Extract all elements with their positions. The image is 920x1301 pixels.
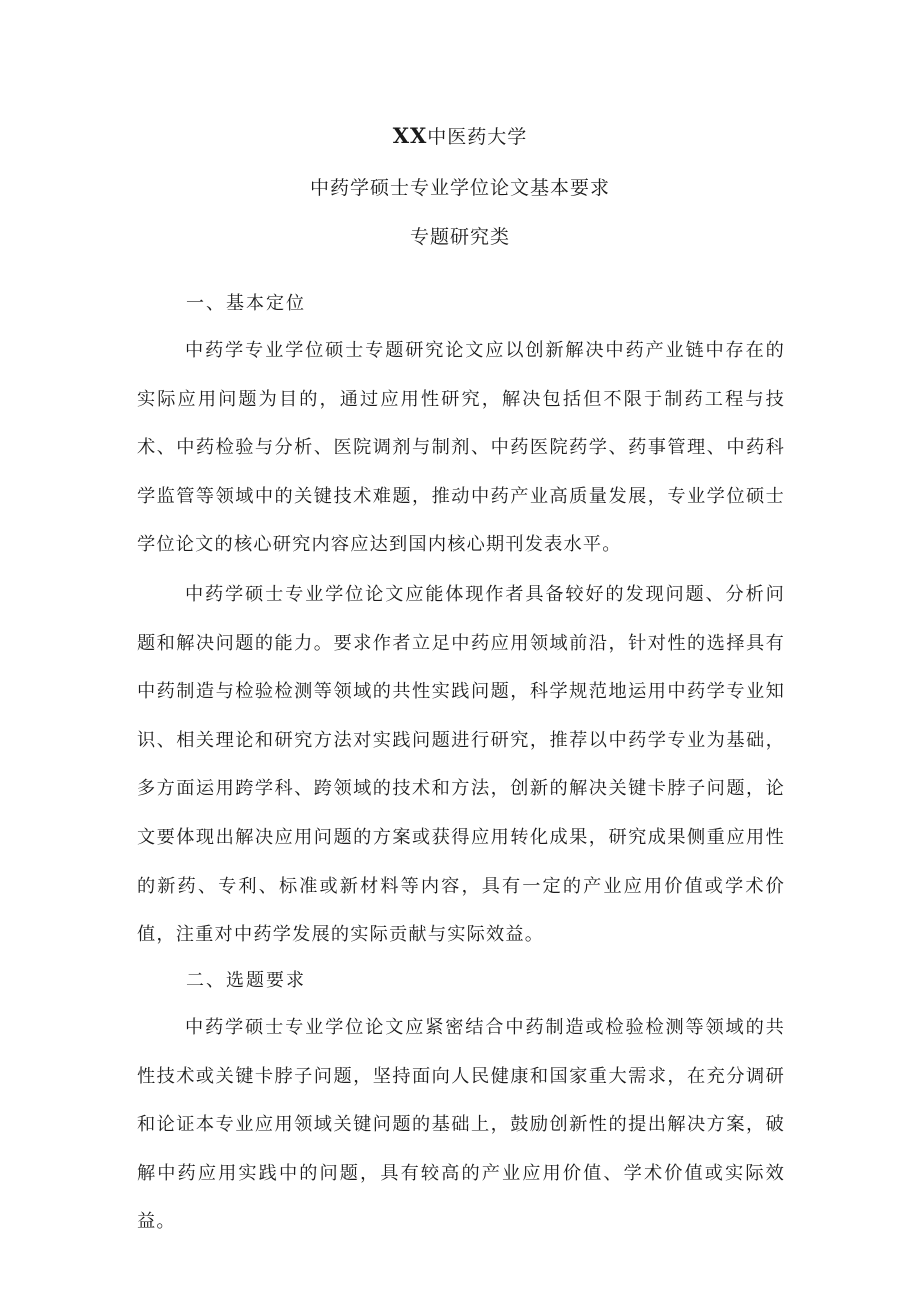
document-category: 专题研究类 — [409, 226, 510, 248]
paragraph-topic-requirements-1: 中药学硕士专业学位论文应紧密结合中药制造或检验检测等领域的共性技术或关键卡脖子问题，坚持面向人民健康和国家重大需求，在充分调研和论证本专业应用领域关键问题的基础上，鼓励创新性的提出解决方案，破解中药应用实践中的问题，具有较高的产业应用价值、学术价值或实际效益。 — [137, 1017, 785, 1233]
paragraph-basic-positioning-2: 中药学硕士专业学位论文应能体现作者具备较好的发现问题、分析问题和解决问题的能力。要求作者立足中药应用领域前沿，针对性的选择具有中药制造与检验检测等领域的共性实践问题，科学规范地运用中药学专业知识、相关理论和研究方法对实践问题进行研究，推荐以中药学专业为基础，多方面运用跨学科、跨领域的技术和方法，创新的解决关键卡脖子问题，论文要体现出解决应用问题的方案或获得应用转化成果，研究成果侧重应用性的新药、专利、标准或新材料等内容，具有一定的产业应用价值或学术价值，注重对中药学发展的实际贡献与实际效益。 — [137, 584, 785, 946]
document-subtitle: 中药学硕士专业学位论文基本要求 — [309, 177, 610, 199]
university-name-prefix: XX — [392, 123, 428, 148]
university-title — [0, 122, 920, 149]
paragraph-basic-positioning-1: 中药学专业学位硕士专题研究论文应以创新解决中药产业链中存在的实际应用问题为目的，通过应用性研究，解决包括但不限于制药工程与技术、中药检验与分析、医院调剂与制剂、中药医院药学、药事管理、中药科学监管等领域中的关键技术难题，推动中药产业高质量发展，专业学位硕士学位论文的核心研究内容应达到国内核心期刊发表水平。 — [137, 340, 785, 556]
section-heading-topic-requirements: 二、选题要求 — [186, 970, 306, 991]
university-name: 中医药大学 — [427, 126, 528, 148]
section-heading-basic-positioning: 一、基本定位 — [186, 293, 306, 314]
